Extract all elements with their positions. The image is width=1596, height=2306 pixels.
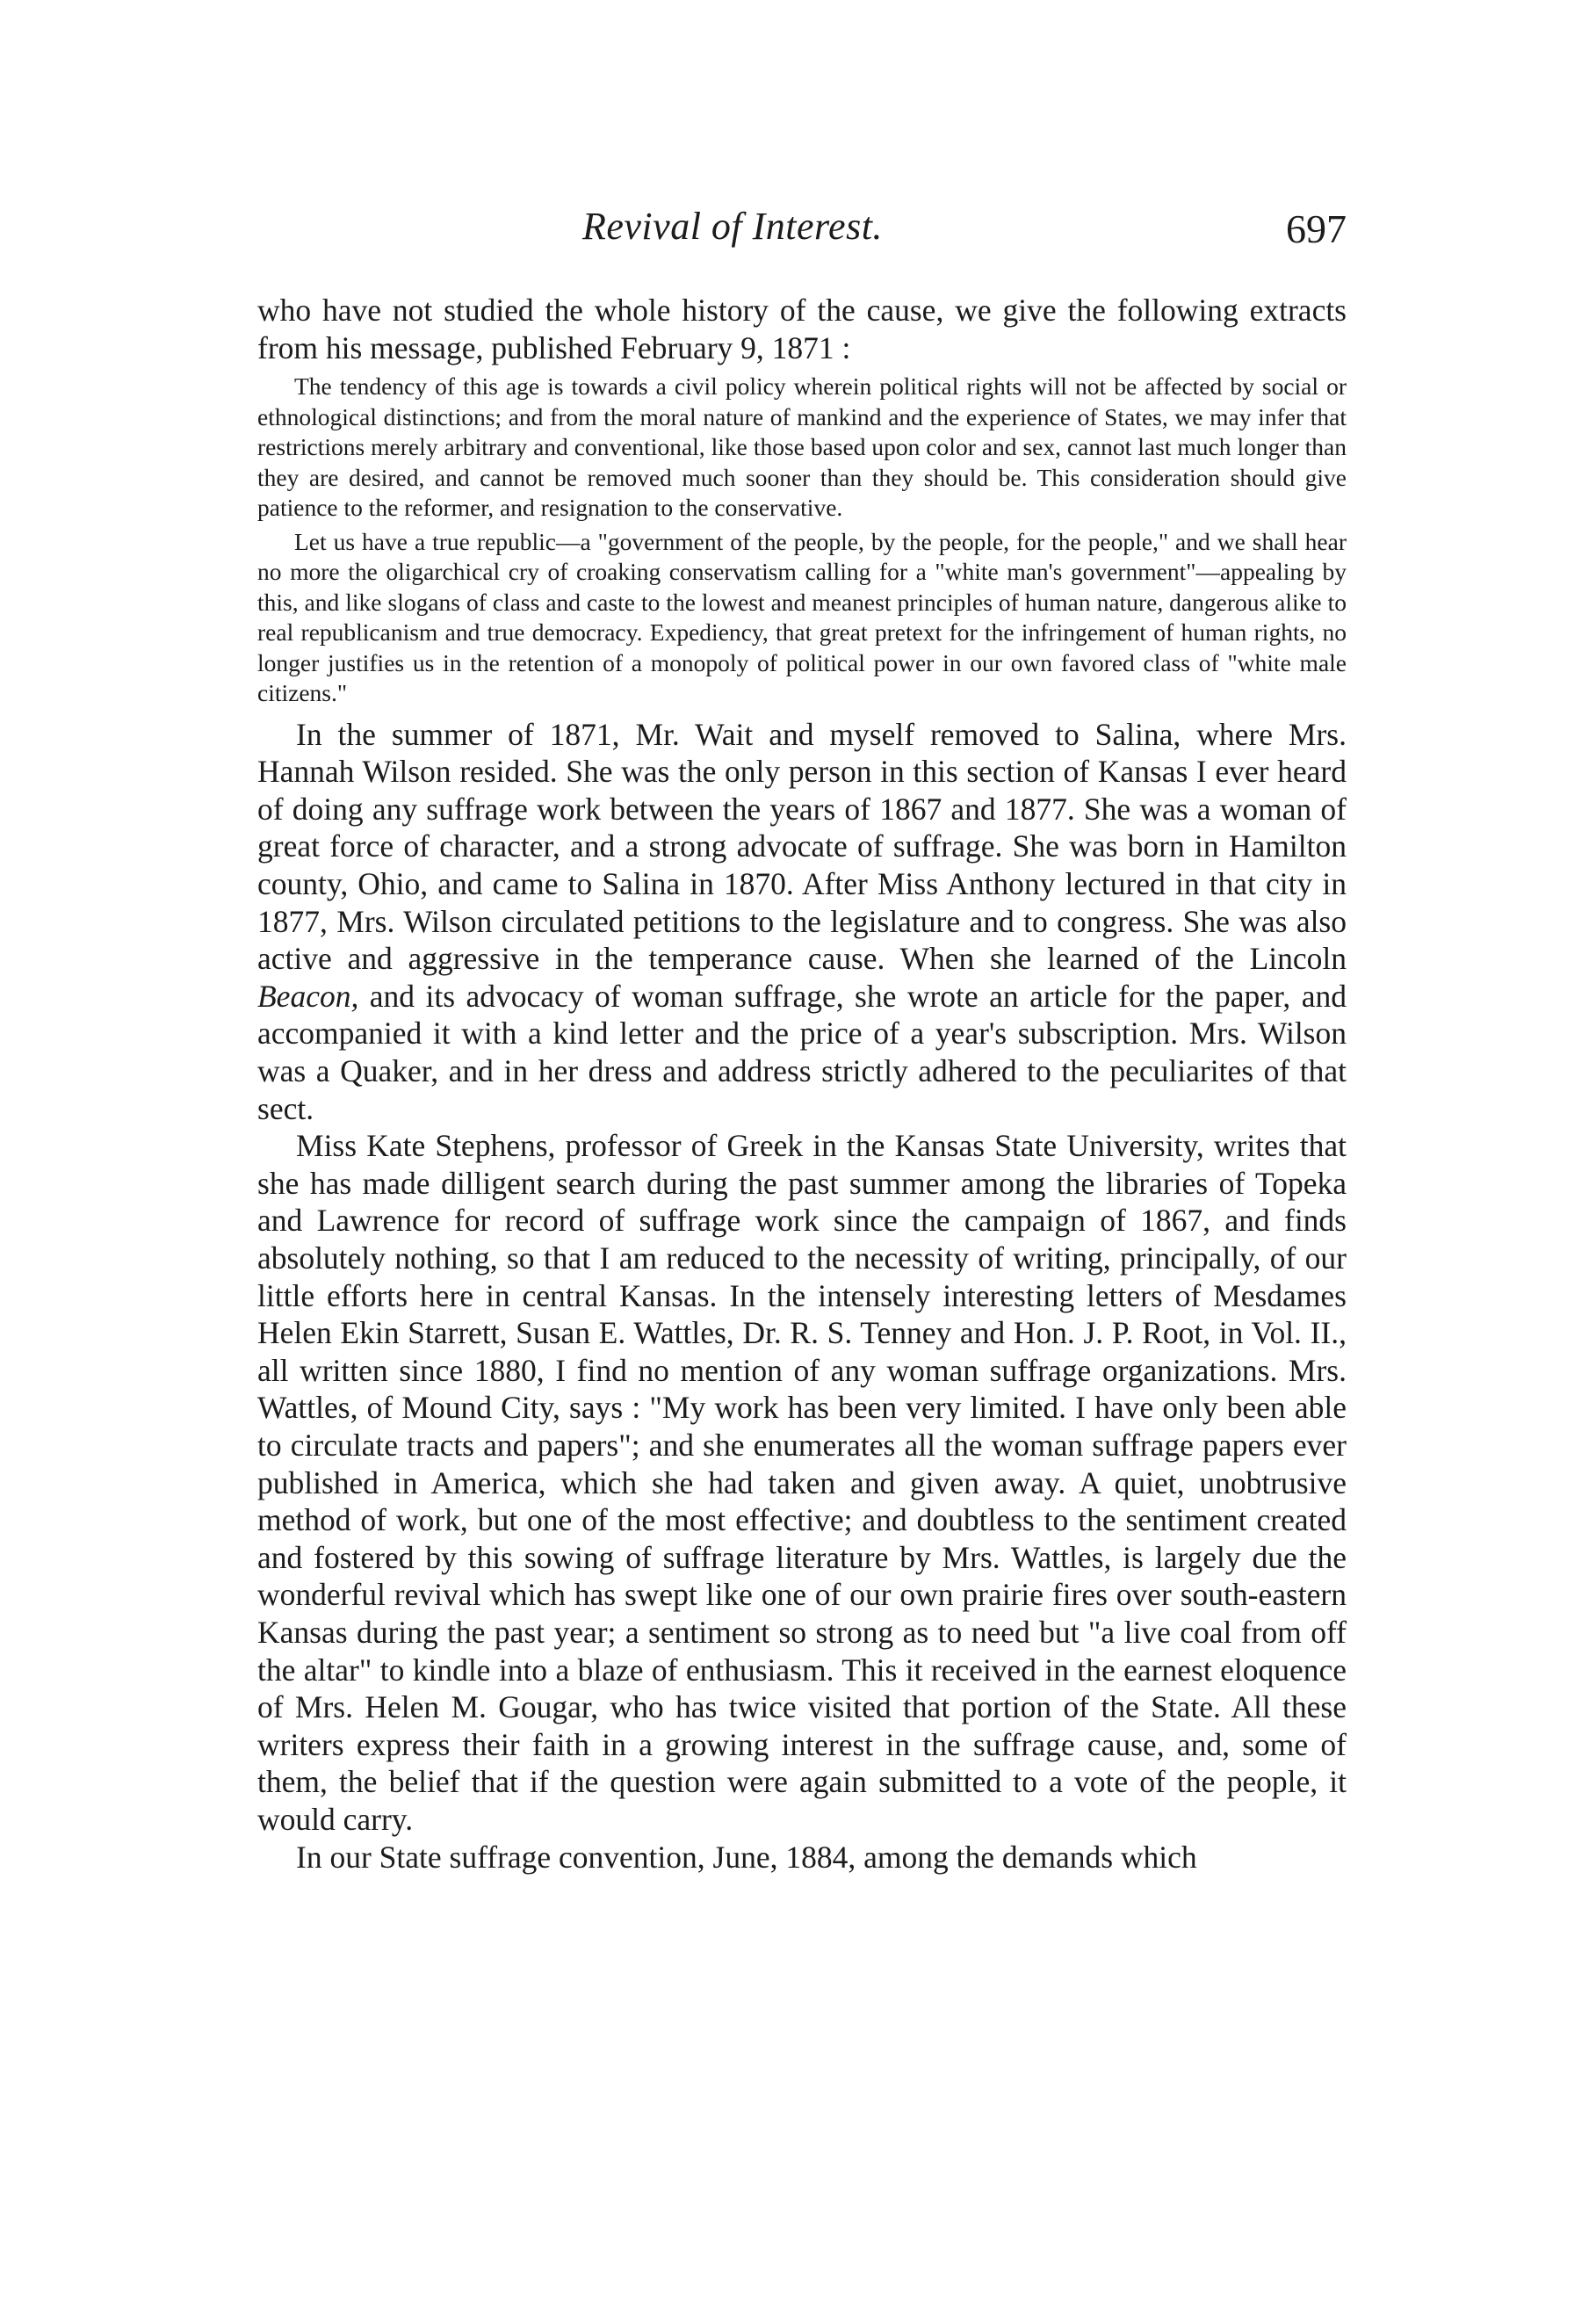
salina-text-1: In the summer of 1871, Mr. Wait and myself removed to Salina, where Mrs. Hannah Wilson resided. She was the only person in this section of Kansas I ever heard of doing any suffrage work between the years of 1867 and 1877. She was a woman of great force of character, and a strong advocate of suffrage. She was born in Hamilton county, Ohio, and came to Salina in 1870. After Miss Anthony lectured in that city in 1877, Mrs. Wilson circulated petitions to the legislature and to congress. She was also active and aggressive in the temperance cause. When she learned of the Lincoln — [257, 716, 1347, 977]
convention-paragraph: In our State suffrage convention, June, 1884, among the demands which — [296, 1839, 1197, 1875]
intro-paragraph: who have not studied the whole history of the cause, we give the following extracts from his message, published February 9, 1871 : — [257, 293, 1347, 365]
salina-paragraph — [257, 716, 1347, 1128]
page-body — [257, 292, 1347, 1876]
beacon-title: Beacon, — [257, 978, 359, 1014]
quote-paragraph-2: Let us have a true republic—a "government of the people, by the people, for the people," and we shall hear no more the oligarchical cry of croaking conservatism calling for a "white man's government"—appealing by this, and like slogans of class and caste to the lowest and meanest principles of human nature, dangerous alike to real republicanism and true democracy. Expediency, that great pretext for the infringement of human rights, no longer justifies us in the retention of a monopoly of political power in our own favored class of "white male citizens." — [257, 527, 1347, 707]
page-number: 697 — [1286, 206, 1347, 251]
salina-text-2: and its advocacy of woman suffrage, she wrote an article for the paper, and accompanied it with a kind letter and the price of a year's subscription. Mrs. Wilson was a Quaker, and in her dress and address strictly adhered to the peculiarites of that sect. — [257, 978, 1347, 1126]
message-quote — [257, 372, 1347, 709]
stephens-paragraph: Miss Kate Stephens, professor of Greek in the Kansas State University, writes that she has made dilligent search during the past summer among the libraries of Topeka and Lawrence for record of suffrage work since the campaign of 1867, and finds absolutely nothing, so that I am reduced to the necessity of writing, principally, of our little efforts here in central Kansas. In the intensely interesting letters of Mesdames Helen Ekin Starrett, Susan E. Wattles, Dr. R. S. Tenney and Hon. J. P. Root, in Vol. II., all written since 1880, I find no mention of any woman suffrage organizations. Mrs. Wattles, of Mound City, says : "My work has been very limited. I have only been able to circulate tracts and papers"; and she enumerates all the woman suffrage papers ever published in America, which she had taken and given away. A quiet, unobtrusive method of work, but one of the most effective; and doubtless to the sentiment created and fostered by this sowing of suffrage literature by Mrs. Wattles, is largely due the wonderful revival which has swept like one of our own prairie fires over south-eastern Kansas during the past year; a sentiment so strong as to need but "a live coal from off the altar" to kindle into a blaze of enthusiasm. This it received in the earnest eloquence of Mrs. Helen M. Gougar, who has twice visited that portion of the State. All these writers express their faith in a growing interest in the suffrage cause, and, some of them, the belief that if the question were again submitted to a vote of the people, it would carry. — [257, 1128, 1347, 1837]
page-header — [257, 204, 1347, 265]
quote-paragraph-1: The tendency of this age is towards a civil policy wherein political rights will not be affected by social or ethnological distinctions; and from the moral nature of mankind and the experience of States, we may infer that restrictions merely arbitrary and conventional, like those based upon color and sex, cannot last much longer than they are desired, and cannot be removed much sooner than they should be. This consideration should give patience to the reformer, and resignation to the conservative. — [257, 372, 1347, 522]
running-title: Revival of Interest. — [582, 205, 883, 248]
